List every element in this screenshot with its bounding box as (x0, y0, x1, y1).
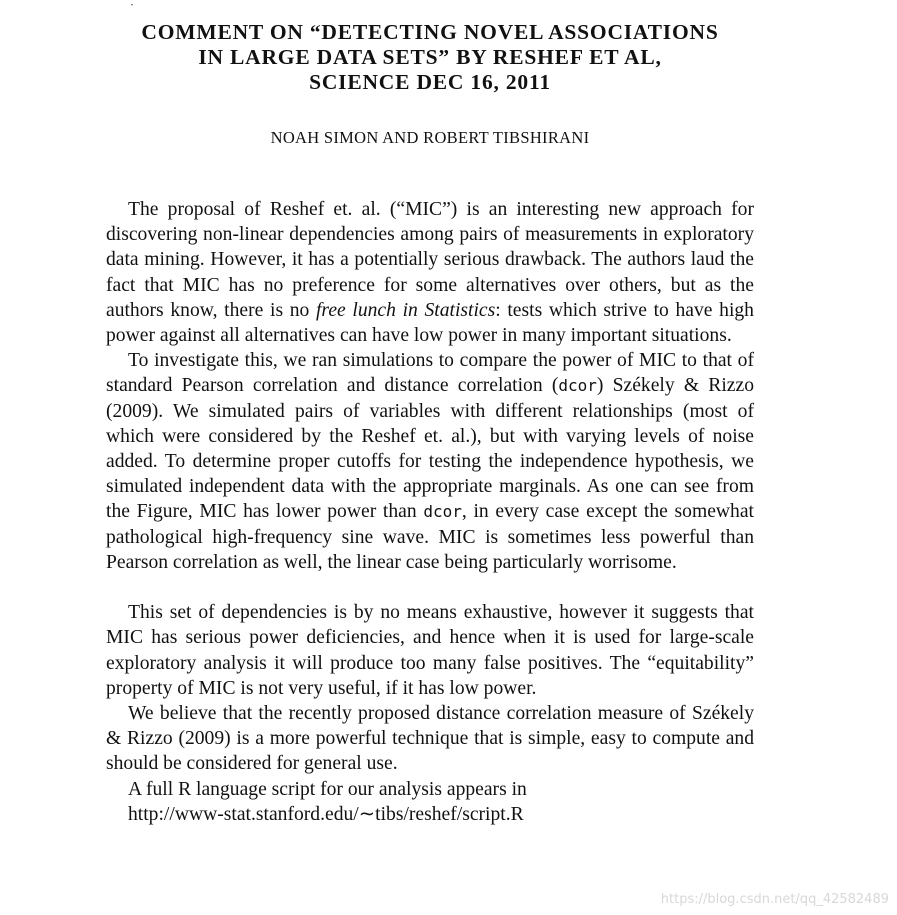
paragraph-4: We believe that the recently proposed distance correlation measure of Székely & Rizzo (2009) is a more powerful technique that is simple, easy to compute and should be considered for general use. (106, 703, 754, 775)
paper-title (60, 20, 800, 95)
paragraph-5-text: A full R language script for our analysis appears in (128, 778, 527, 800)
script-url: http://www-stat.stanford.edu/∼tibs/reshef/script.R (128, 803, 524, 825)
dcor-code-1: dcor (558, 376, 597, 396)
title-line-3: SCIENCE DEC 16, 2011 (309, 70, 551, 94)
title-line-1: COMMENT ON “DETECTING NOVEL ASSOCIATIONS (141, 20, 719, 44)
paragraph-2-text-c: , in every case except the somewhat pathological high-frequency sine wave. MIC is sometimes less powerful than Pearson correlation as well, the linear case being particularly worrisome. (106, 501, 754, 573)
paragraph-3: This set of dependencies is by no means exhaustive, however it suggests that MIC has serious power deficiencies, and hence when it is used for large-scale exploratory analysis it will produce too many false positives. The “equitability” property of MIC is not very useful, if it has low power. (106, 602, 754, 699)
paper-body (106, 197, 754, 827)
title-line-2: IN LARGE DATA SETS” BY RESHEF ET AL, (198, 45, 662, 69)
paragraph-2-text-a: To investigate this, we ran simulations to compare the power of MIC to that of standard Pearson correlation and distance correlation ( (106, 350, 754, 397)
paragraph-1-text-a: The proposal of Reshef et. al. (“MIC”) is an interesting new approach for discovering non-linear dependencies among pairs of measurements in exploratory data mining. However, it has a potentially serious drawback. The authors laud the fact that MIC has no preference for some alternatives over others, but as the authors know, there is no (106, 199, 754, 321)
paragraph-1-emphasis: free lunch in Statistics (315, 299, 496, 321)
paragraph-1-text-b: : tests which strive to have high power against all alternatives can have low power in many important situations. (106, 299, 754, 347)
top-mark: · (130, 0, 134, 12)
paragraph-1 (106, 197, 754, 348)
dcor-code-2: dcor (423, 502, 462, 522)
paragraph-2 (106, 348, 754, 575)
paper-authors: NOAH SIMON AND ROBERT TIBSHIRANI (270, 128, 590, 147)
paragraph-5 (106, 777, 754, 827)
watermark: https://blog.csdn.net/qq_42582489 (660, 892, 889, 907)
paragraph-2-text-b: ) Székely & Rizzo (2009). We simulated pairs of variables with different relationships (most of which were considered by the Reshef et. al.), but with varying levels of noise added. To determine proper cutoffs for testing the independence hypothesis, we simulated independent data with the appropriate marginals. As one can see from the Figure, MIC has lower power than (106, 375, 754, 523)
